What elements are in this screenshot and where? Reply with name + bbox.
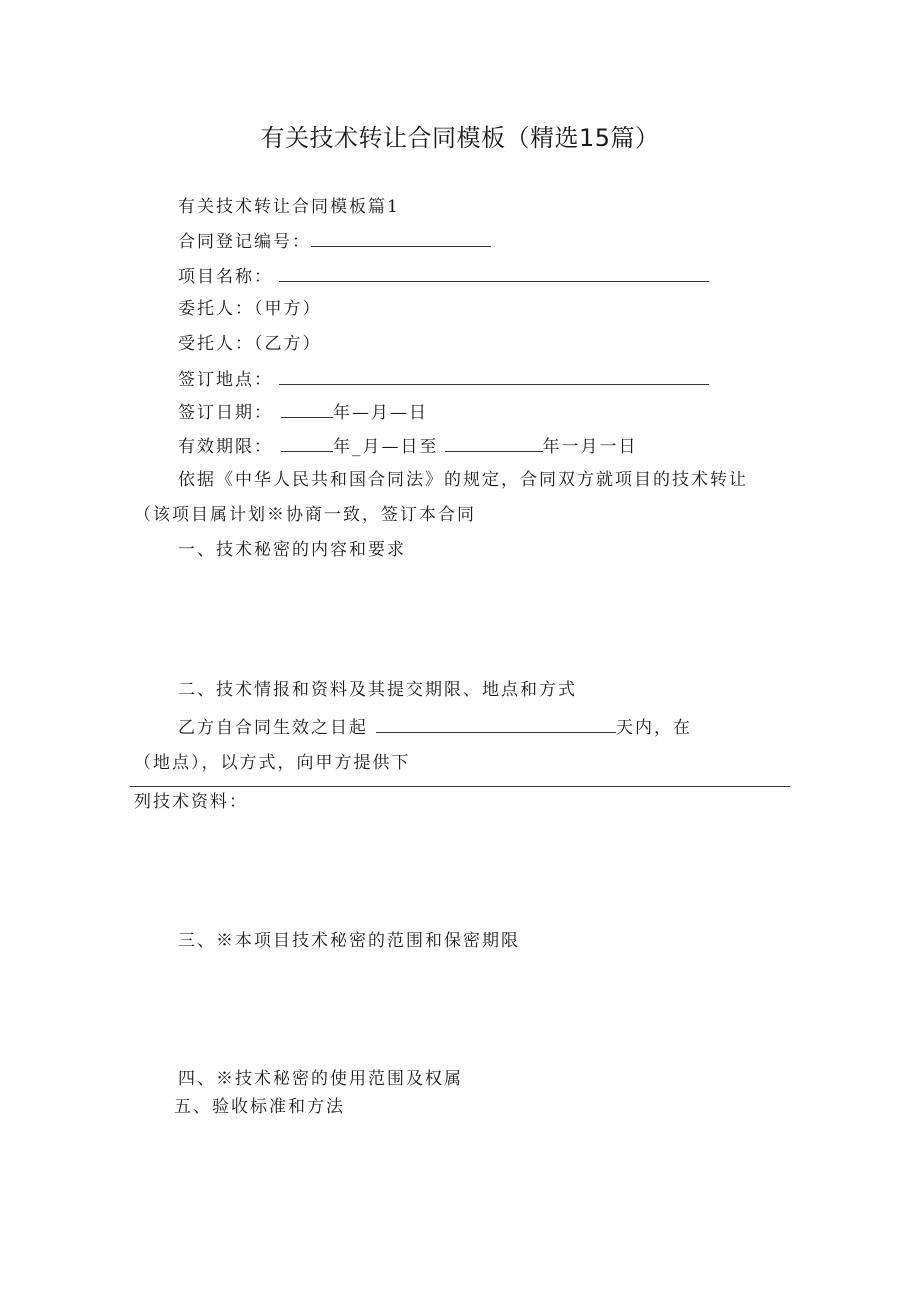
sign-place-blank [279, 368, 709, 385]
validity-row [178, 435, 638, 458]
section-5-heading: 五、验收标准和方法 [174, 1097, 345, 1117]
section-4-heading: 四、※技术秘密的使用范围及权属 [178, 1069, 463, 1089]
validity-start-blank [281, 435, 333, 452]
section-2-line3: 列技术资料： [134, 792, 248, 812]
trustee-label: 受托人：（乙方） [178, 334, 322, 354]
validity-end-blank [445, 435, 543, 452]
principal-label: 委托人：（甲方） [178, 299, 322, 319]
sign-date-suffix: 年—月—日 [333, 403, 428, 423]
project-name-blank [279, 265, 709, 282]
sign-place-label: 签订地点： [178, 370, 273, 390]
intro-paragraph-line2: （该项目属计划※协商一致，签订本合同 [134, 505, 476, 525]
contract-number-label: 合同登记编号： [178, 232, 311, 252]
intro-paragraph-line1: 依据《中华人民共和国合同法》的规定，合同双方就项目的技术转让 [178, 470, 748, 490]
section-2-heading: 二、技术情报和资料及其提交期限、地点和方式 [178, 680, 577, 700]
contract-number-row [178, 230, 491, 253]
section-2-line1-start: 乙方自合同生效之日起 [178, 718, 368, 738]
sign-place-row [178, 368, 709, 391]
sign-date-year-blank [281, 401, 333, 418]
section-2-line1 [178, 716, 692, 739]
project-name-row [178, 265, 709, 288]
section-2-line2: （地点），以方式，向甲方提供下 [134, 753, 411, 773]
section-3-heading: 三、※本项目技术秘密的范围和保密期限 [178, 931, 520, 951]
validity-suffix: 年一月一日 [542, 437, 638, 457]
days-blank [376, 716, 616, 733]
section-2-line1-end: 天内，在 [616, 718, 692, 738]
sign-date-row [178, 401, 428, 424]
project-name-label: 项目名称： [178, 267, 273, 287]
validity-label: 有效期限： [178, 437, 273, 457]
sign-date-label: 签订日期： [178, 403, 273, 423]
section-1-heading: 一、技术秘密的内容和要求 [178, 540, 406, 560]
document-title: 有关技术转让合同模板（精选15篇） [260, 124, 660, 152]
validity-mid: 年_月—日至 [333, 437, 439, 457]
horizontal-rule [130, 786, 790, 787]
section-heading: 有关技术转让合同模板篇1 [178, 197, 400, 217]
contract-number-blank [311, 230, 491, 247]
